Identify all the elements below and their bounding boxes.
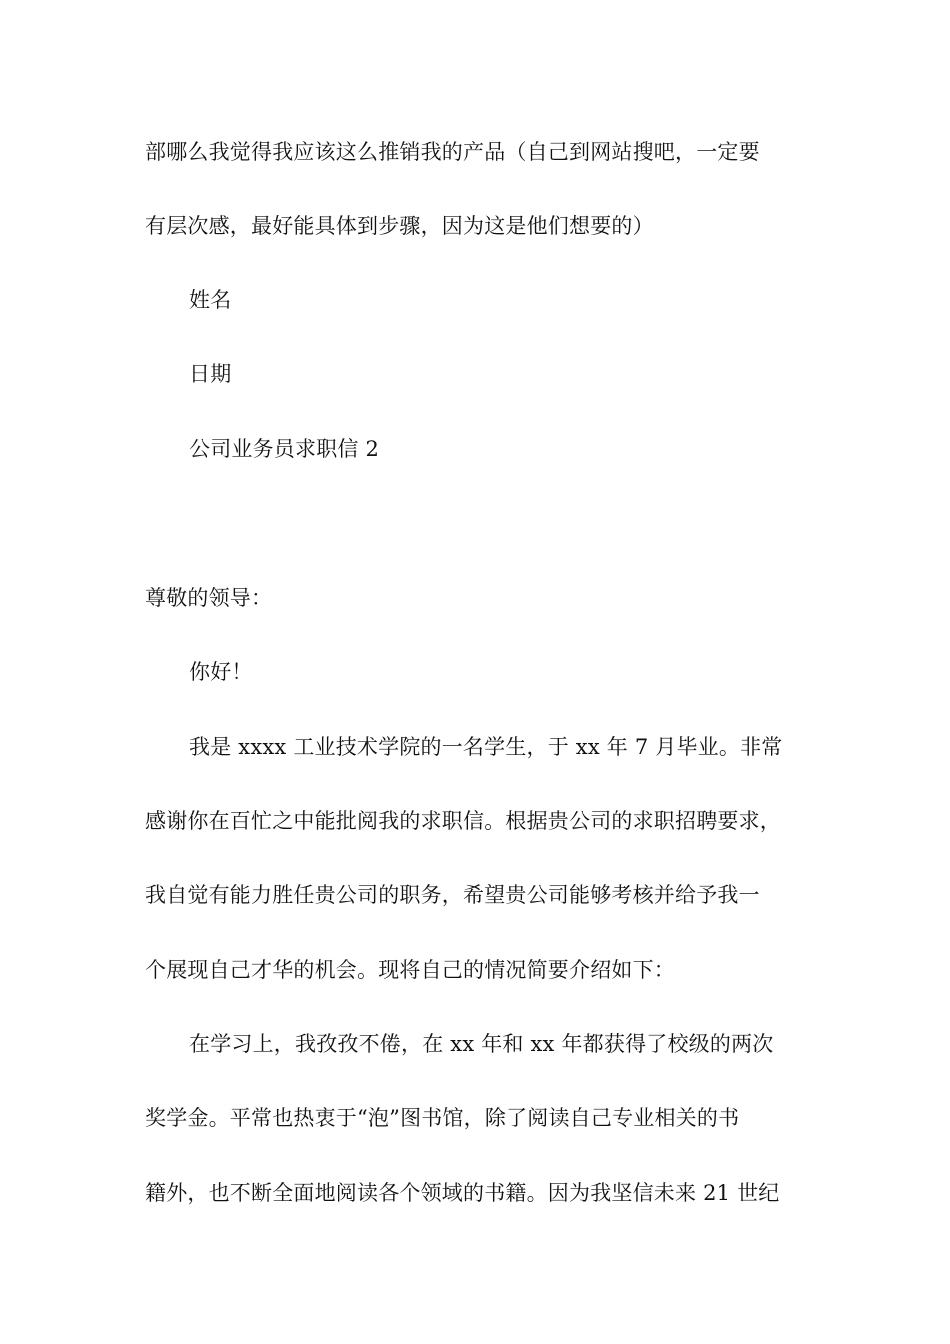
body-text-line: 有层次感，最好能具体到步骤，因为这是他们想要的） <box>145 214 654 238</box>
section-title: 公司业务员求职信 2 <box>189 437 380 461</box>
body-text-line: 个展现自己才华的机会。现将自己的情况简要介绍如下： <box>145 958 675 982</box>
body-text-line: 在学习上，我孜孜不倦，在 xx 年和 xx 年都获得了校级的两次 <box>189 1032 774 1056</box>
signature-date-label: 日期 <box>189 362 232 386</box>
body-text-line: 奖学金。平常也热衷于“泡”图书馆，除了阅读自己专业相关的书 <box>145 1106 740 1130</box>
signature-name-label: 姓名 <box>189 288 232 312</box>
body-text-line: 我是 xxxx 工业技术学院的一名学生，于 xx 年 7 月毕业。非常 <box>189 735 783 759</box>
greeting: 你好！ <box>189 660 253 684</box>
body-text-line: 我自觉有能力胜任贵公司的职务，希望贵公司能够考核并给予我一 <box>145 883 760 907</box>
body-text-line: 感谢你在百忙之中能批阅我的求职信。根据贵公司的求职招聘要求， <box>145 809 781 833</box>
body-text-line: 部哪么我觉得我应该这么推销我的产品（自己到网站搜吧，一定要 <box>145 140 760 164</box>
body-text-line: 籍外，也不断全面地阅读各个领域的书籍。因为我坚信未来 21 世纪 <box>145 1181 780 1205</box>
salutation: 尊敬的领导： <box>145 586 273 610</box>
